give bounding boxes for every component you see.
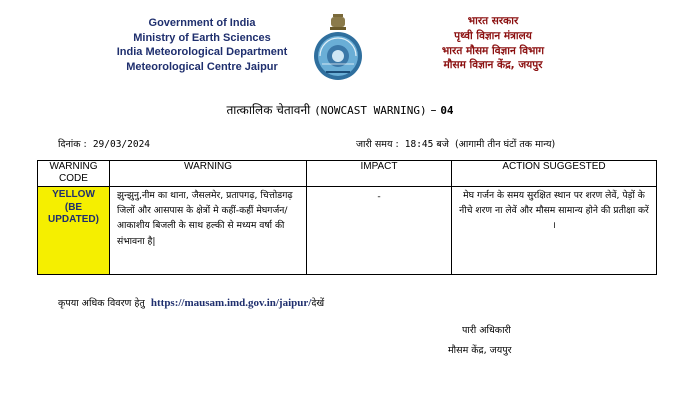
title-separator: –	[430, 103, 437, 117]
code-line-1: YELLOW	[52, 189, 95, 200]
table-header-row	[38, 161, 657, 187]
issue-validity: (आगामी तीन घंटों तक मान्य)	[454, 139, 556, 150]
title-number: 04	[440, 104, 454, 117]
nowcast-table	[37, 160, 657, 275]
header-hindi	[418, 14, 568, 73]
warning-code-cell	[38, 187, 110, 275]
header-en-line-1: Government of India	[148, 17, 256, 29]
header-action: ACTION SUGGESTED	[452, 161, 657, 187]
header-en-line-4: Meteorological Centre Jaipur	[126, 60, 278, 73]
action-suggested-cell: मेघ गर्जन के समय सुरक्षित स्थान पर शरण लेवें, पेड़ों के नीचे शरण ना लेवें और मौसम सामान्य होने की प्रतीक्षा करें ।	[452, 187, 657, 275]
more-suffix: देखें	[311, 298, 325, 309]
header-warning-code: WARNING CODE	[38, 161, 110, 187]
signature-office: मौसम केंद्र, जयपुर	[448, 345, 512, 356]
imd-emblem-icon	[312, 12, 364, 84]
header-hi-line-2: पृथ्वी विज्ञान मंत्रालय	[454, 29, 532, 42]
signature-title: पारी अधिकारी	[462, 325, 511, 336]
date-value: 29/03/2024	[92, 139, 151, 150]
header-impact: IMPACT	[307, 161, 452, 187]
more-details-line	[58, 296, 324, 309]
date-line	[58, 137, 150, 150]
header-hi-line-3: भारत मौसम विज्ञान विभाग	[441, 44, 545, 57]
title-english: (NOWCAST WARNING)	[314, 104, 427, 117]
more-details-link[interactable]: https://mausam.imd.gov.in/jaipur/	[150, 297, 312, 309]
issue-line	[356, 137, 555, 150]
header-warning: WARNING	[110, 161, 307, 187]
header-en-line-2: Ministry of Earth Sciences	[133, 31, 271, 44]
issue-unit: बजे	[436, 139, 449, 150]
header-hi-line-4: मौसम विज्ञान केंद्र, जयपुर	[443, 59, 543, 72]
page-title	[0, 101, 680, 118]
warning-text-cell: झुन्झुनु,नीम का थाना, जैसलमेर, प्रतापगढ़, चित्तोडगढ़ जिलों और आसपास के क्षेत्रों मे कहीं-कहीं मेघगर्जन/ आकाशीय बिजली के साथ हल्की से मध्यम वर्षा की संभावना है|	[110, 187, 307, 275]
table-row	[38, 187, 657, 275]
date-label: दिनांक :	[58, 139, 87, 150]
impact-cell: -	[307, 187, 452, 275]
header-hi-line-1: भारत सरकार	[467, 15, 519, 27]
code-line-3: UPDATED)	[48, 214, 99, 225]
more-prefix: कृपया अधिक विवरण हेतु	[58, 298, 145, 309]
header-en-line-3: India Meteorological Department	[116, 46, 288, 58]
code-line-2: (BE	[64, 201, 83, 213]
issue-label: जारी समय :	[356, 139, 399, 150]
header-english	[112, 16, 292, 74]
issue-time: 18:45	[404, 139, 434, 150]
title-hindi: तात्कालिक चेतावनी	[226, 103, 311, 117]
